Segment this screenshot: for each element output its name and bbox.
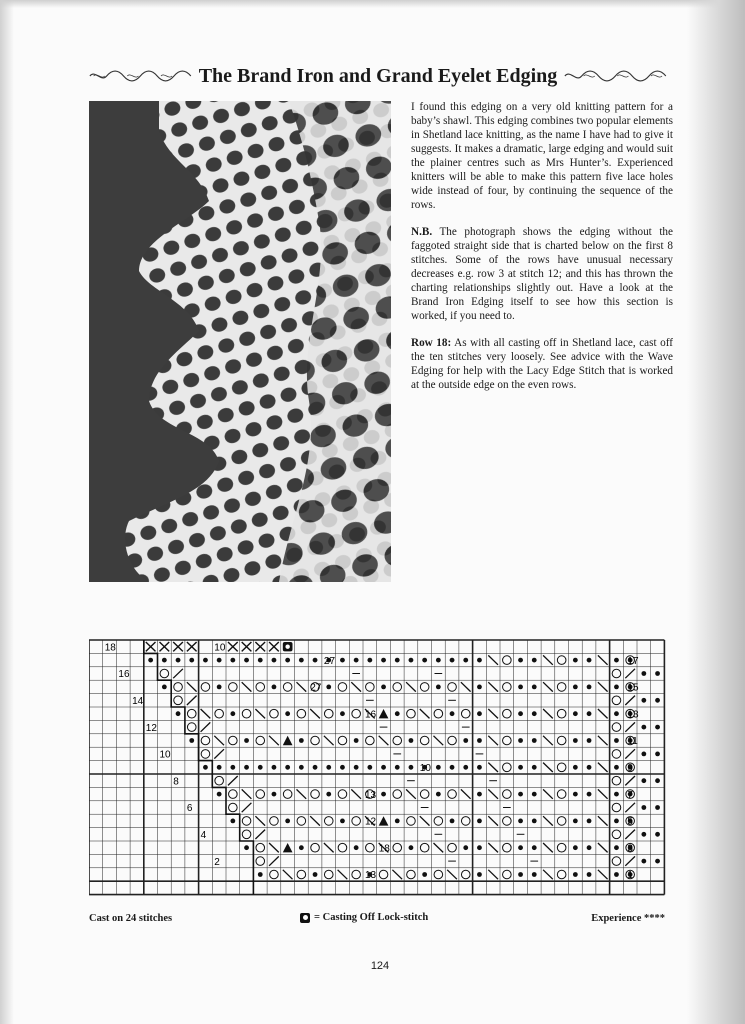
row-label-left: 18 — [104, 642, 116, 654]
row-label-left: 8 — [173, 776, 179, 788]
row-label-right: 17 — [627, 655, 639, 667]
stitch-count-label: 10 — [419, 763, 431, 774]
legend — [300, 912, 428, 923]
stitch-count-label: 16 — [365, 709, 377, 721]
experience-rating: Experience **** — [591, 913, 665, 924]
cast-on-note: Cast on 24 stitches — [89, 913, 173, 924]
lock-stitch-icon — [300, 913, 310, 923]
stitch-count-label: 13 — [365, 789, 377, 801]
stitch-count-label: 12 — [365, 816, 377, 828]
row-label-left: 2 — [214, 856, 220, 868]
row-label-right: 13 — [627, 709, 639, 721]
knitting-chart — [89, 634, 669, 909]
stitch-count-label: 27 — [310, 682, 322, 694]
stitch-count-label: 13 — [365, 870, 377, 882]
lace-photo-image — [89, 101, 391, 582]
row-label-left: 12 — [145, 722, 157, 734]
row-label-right: 3 — [627, 843, 633, 855]
lace-photograph — [89, 101, 391, 582]
row-label-right: 11 — [627, 736, 638, 748]
instructions-text — [411, 100, 673, 405]
row-label-right: 5 — [627, 816, 633, 828]
paragraph-intro: I found this edging on a very old knitting pattern for a baby’s shawl. This edging combines two popular elements in Shetland lace knitting, as the name I have had to give it suggests. It makes a dramatic, large edging and would suit the plainer centres such as Mrs Hunter’s. Experienced knitters will be able to make this pattern five lace holes wide instead of four, by continuing the sequence of the rows. — [411, 101, 673, 211]
page-number: 124 — [370, 960, 390, 972]
page-edge-shadow — [687, 0, 745, 1024]
chart-grid — [89, 640, 664, 895]
paragraph-row18: Row 18: As with all casting off in Shetland lace, cast off the ten stitches very loosely. See advice with the Wave Edging for help with the Lacy Edge Stitch that is worked at the outside edge on the even rows. — [411, 337, 673, 391]
left-ornament-icon — [88, 69, 193, 83]
top-shadow — [0, 0, 745, 8]
row-label-left: 16 — [118, 669, 130, 681]
row-label-right: 15 — [627, 682, 639, 694]
legend-text: = Casting Off Lock-stitch — [314, 912, 429, 923]
title-row — [88, 62, 668, 90]
stitch-count-label: 18 — [378, 843, 390, 855]
paragraph-nb: N.B. The photograph shows the edging without the faggoted straight side that is charted below on the first 8 stitches. Some of the rows have unusual necessary decreases e.g. row 3 at stitch 12; and this has thrown the charting relationships slightly out. Have a look at the Brand Iron Edging itself to see how this section is worked, if you need to. — [411, 226, 673, 322]
nb-lead: N.B. — [411, 226, 433, 238]
row-label-left: 6 — [186, 803, 193, 815]
row-label-left: 4 — [200, 830, 207, 841]
binding-shadow — [0, 0, 14, 1024]
row-label-right: 9 — [627, 763, 633, 774]
row-label-left: 10 — [159, 749, 171, 761]
stitch-count-label: 27 — [323, 655, 336, 667]
row-label-left: 14 — [132, 696, 144, 707]
row18-lead: Row 18: — [411, 337, 452, 349]
row-label-right: 1 — [627, 870, 633, 882]
right-ornament-icon — [563, 69, 668, 83]
page-title: The Brand Iron and Grand Eyelet Edging — [198, 64, 558, 87]
stitch-count-label: 10 — [214, 642, 226, 654]
row-label-right: 7 — [627, 789, 633, 801]
